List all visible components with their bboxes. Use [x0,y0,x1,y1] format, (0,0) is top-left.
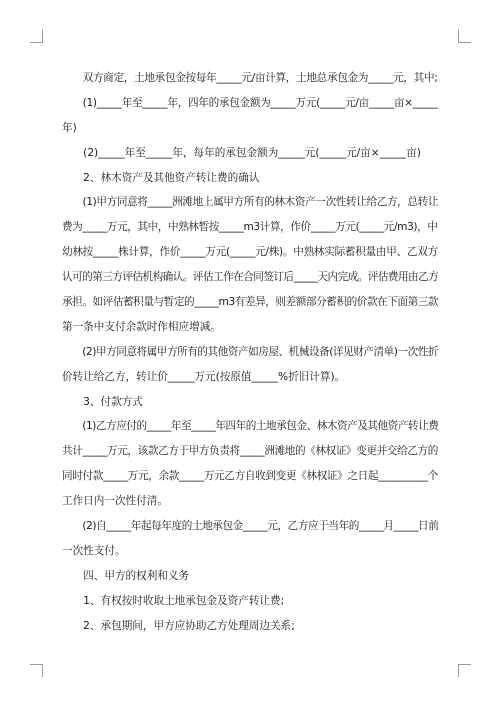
text-line: 幼林按_____株计算，作价_____万元(_____元/株)。中熟林实际蓄积量由甲、乙双方 [62,246,438,259]
document-body [62,66,438,638]
text-line: 费为_____万元，其中，中熟林暂按_____m3计算，作价_____万元(_____元/m3)，中 [62,221,438,234]
crop-mark-top-right [458,30,471,43]
text-line: 第一条中支付余款时作相应增减。 [62,320,221,333]
text-line: (1)甲方同意将_____洲滩地上属甲方所有的林木资产一次性转让给乙方，总转让 [62,196,438,209]
text-line: 价转让给乙方，转让价_____万元(按原值_____%折旧计算)。 [62,370,346,383]
text-line: 承担。如评估蓄积量与暂定的_____m3有差异，则差额部分蓄积的价款在下面第三款 [62,296,438,309]
section-heading: 2、林木资产及其他资产转让费的确认 [62,171,260,184]
section-heading: 3、付款方式 [62,395,143,408]
text-line: 年) [62,121,77,134]
text-line: (2)甲方同意将属甲方所有的其他资产如房屋、机械设备(详见财产清单)一次性折 [62,345,438,358]
crop-mark-top-left [30,30,43,43]
text-line: 2、承包期间，甲方应协助乙方处理周边关系; [62,619,295,632]
crop-mark-bottom-left [30,664,43,677]
section-heading: 四、甲方的权利和义务 [62,569,190,582]
text-line: (1)_____年至_____年，四年的承包金额为_____万元(_____元/亩_____亩×_____ [62,96,438,109]
text-line: 1、有权按时收取土地承包金及资产转让费; [62,594,285,607]
text-line: 工作日内一次性付清。 [62,495,168,508]
text-line: 共计_____万元，该款乙方于甲方负责将_____洲滩地的《林权证》变更并交给乙方的 [62,445,438,458]
text-line: 认可的第三方评估机构确认。评估工作在合同签订后_____天内完成。评估费用由乙方 [62,271,438,284]
text-line: 一次性支付。 [62,544,126,557]
text-line: (2)自_____年起每年度的土地承包金_____元，乙方应于当年的_____月_____日前 [62,520,438,533]
text-line: 双方商定，土地承包金按每年_____元/亩计算，土地总承包金为_____元，其中; [62,72,438,84]
crop-mark-bottom-right [458,664,471,677]
text-line: (1)乙方应付的_____年至_____年四年的土地承包金、林木资产及其他资产转让费 [62,420,438,433]
text-line: (2)_____年至_____年，每年的承包金额为_____元(_____元/亩×_____亩) [62,146,421,159]
text-line: 同时付款_____万元，余款_____万元乙方自收到变更《林权证》之日起__________个 [62,470,438,483]
